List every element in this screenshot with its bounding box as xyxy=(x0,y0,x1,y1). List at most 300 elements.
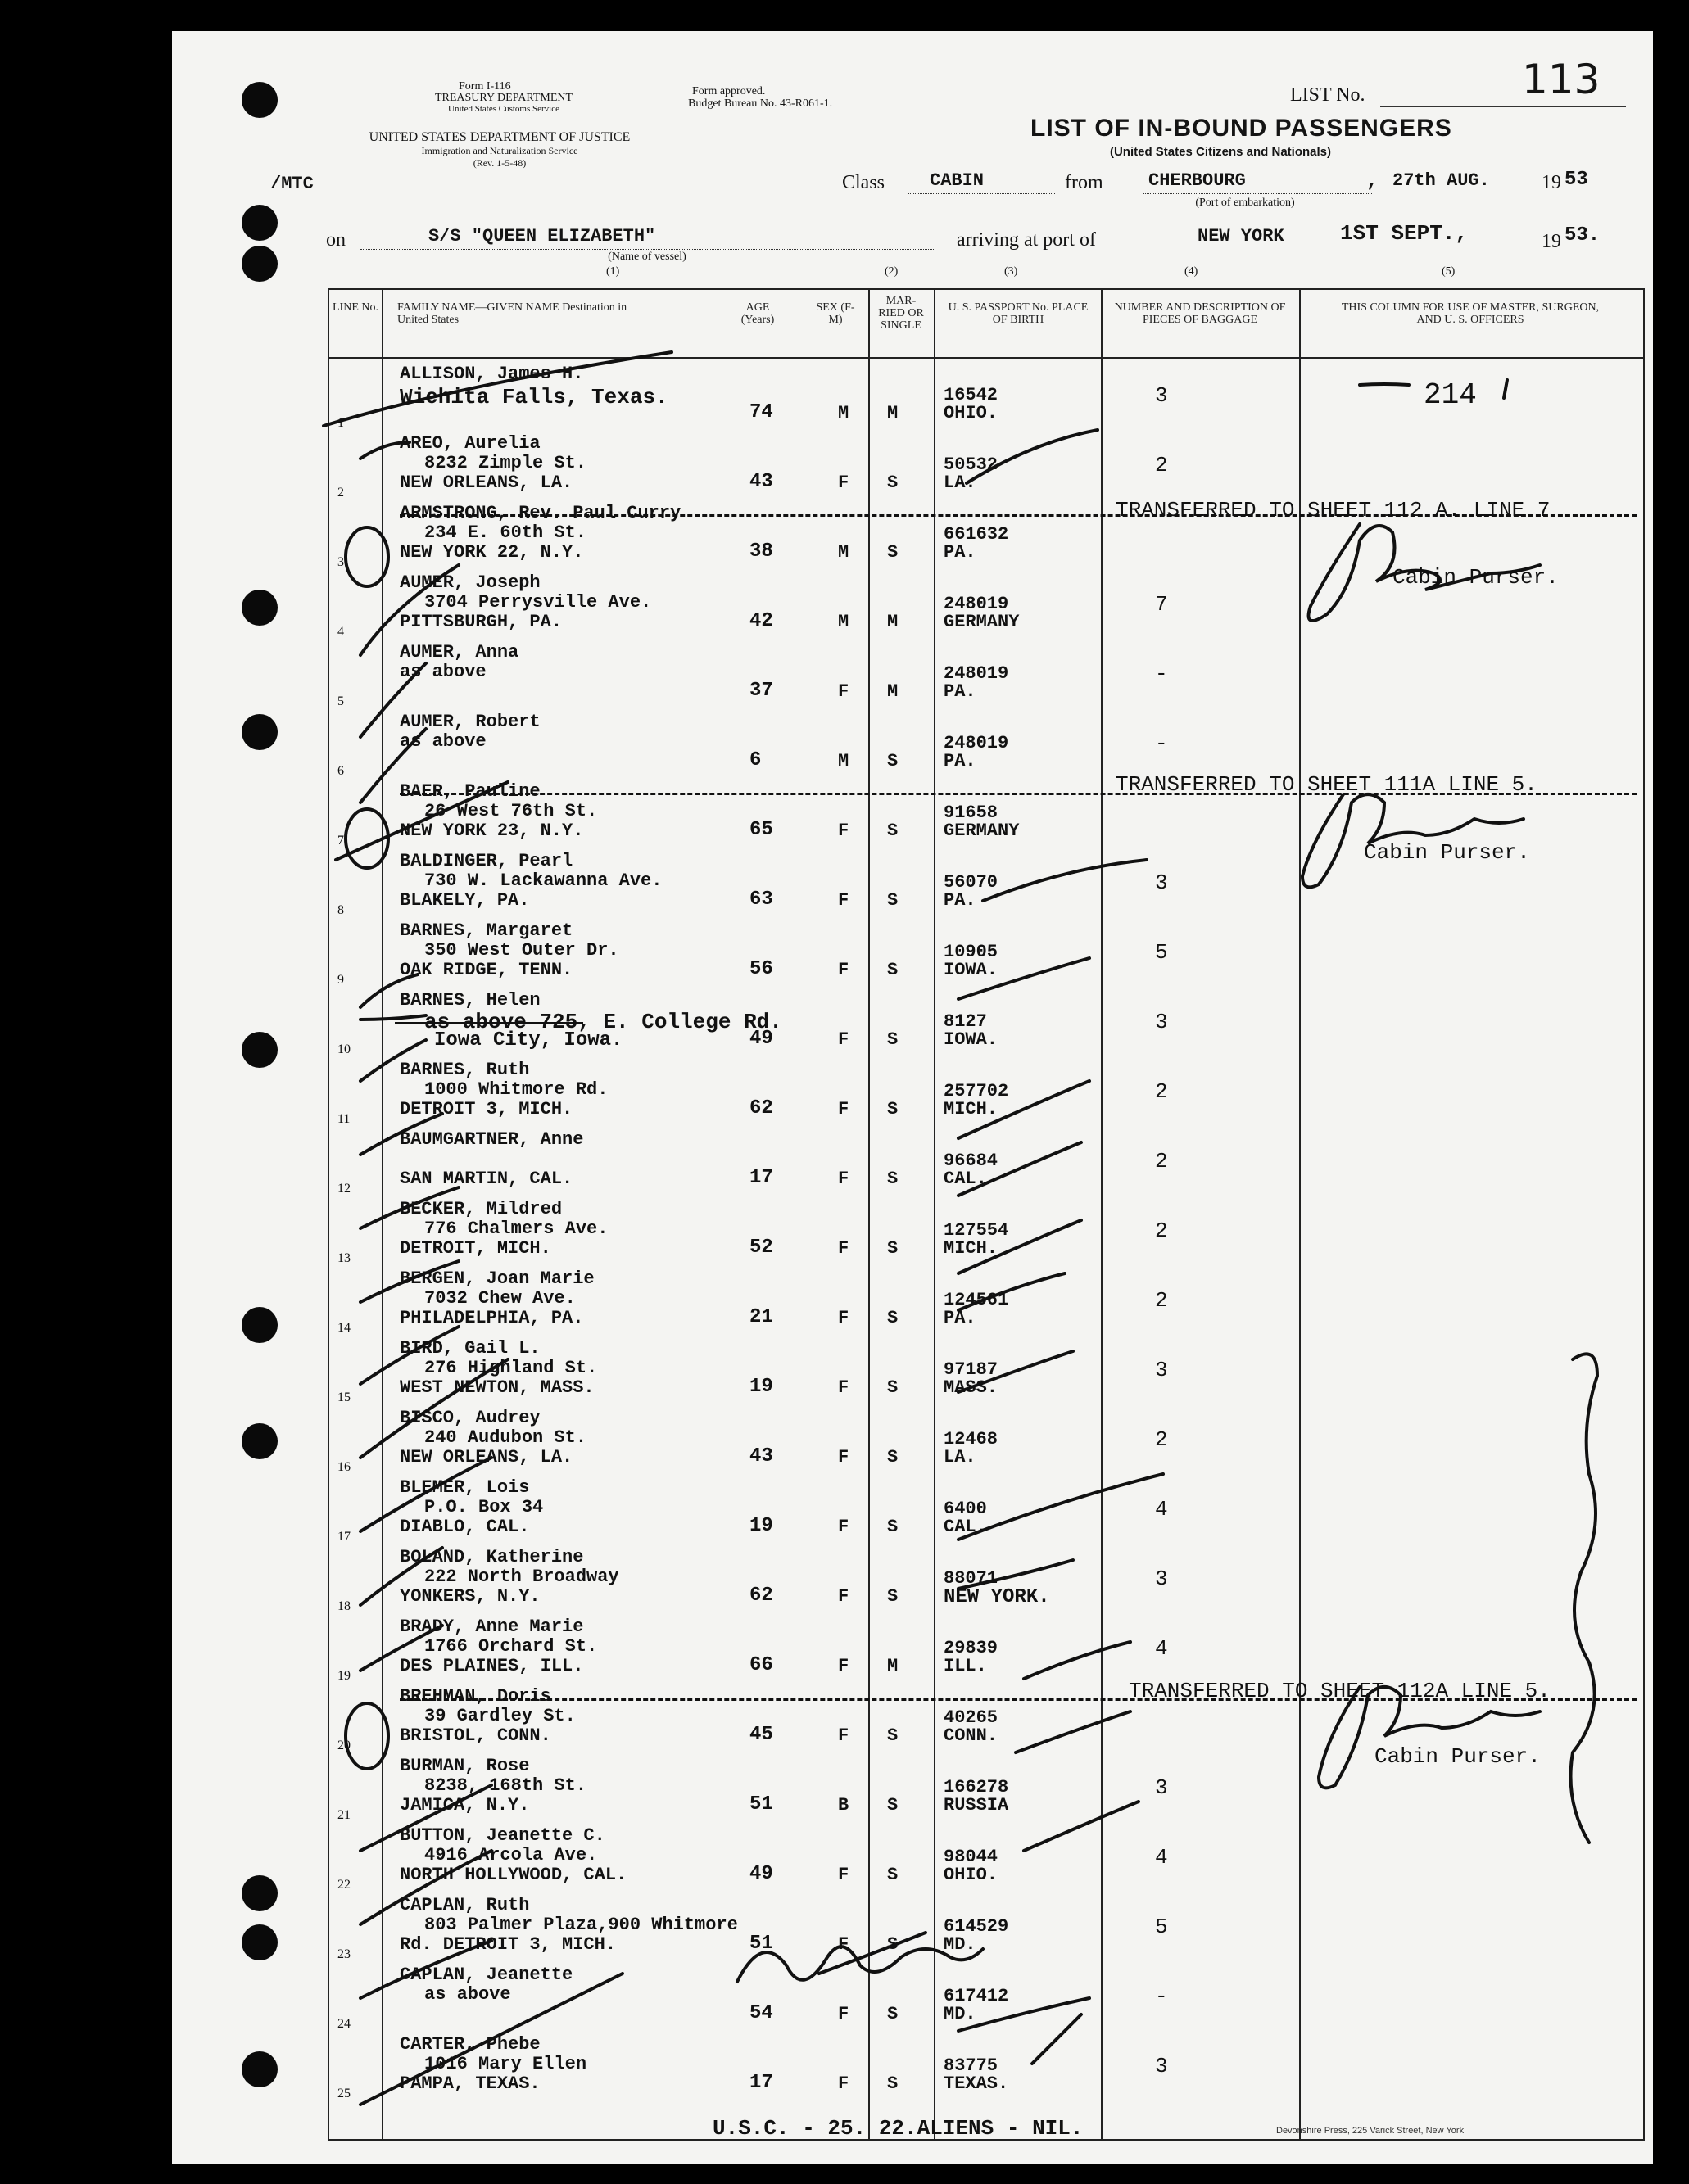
sex: F xyxy=(838,473,849,493)
baggage-count: - xyxy=(1155,662,1168,686)
page-title: LIST OF IN-BOUND PASSENGERS xyxy=(1030,115,1452,142)
sex: F xyxy=(838,681,849,702)
sex: F xyxy=(838,1517,849,1537)
check-mark xyxy=(958,958,1089,999)
passport-number: 166278 xyxy=(944,1777,1009,1797)
marital-status: S xyxy=(887,1238,899,1259)
passenger-name: BECKER, Mildred xyxy=(400,1199,563,1219)
baggage-count: 3 xyxy=(1155,1567,1168,1591)
line-number: 16 xyxy=(337,1460,351,1474)
embark-comma: , xyxy=(1366,170,1379,192)
check-mark xyxy=(1032,2014,1081,2064)
line-number: 22 xyxy=(337,1878,351,1892)
marital-status: S xyxy=(887,2073,899,2094)
baggage-count: 3 xyxy=(1155,2054,1168,2078)
check-mark xyxy=(360,1040,426,1081)
passenger-name: BAUMGARTNER, Anne xyxy=(400,1129,584,1150)
marital-status: S xyxy=(887,1865,899,1885)
line-number: 10 xyxy=(337,1042,351,1056)
line-number: 9 xyxy=(337,973,344,987)
street-address: 350 West Outer Dr. xyxy=(424,940,619,961)
baggage-count: 3 xyxy=(1155,870,1168,895)
line-number: 4 xyxy=(337,625,344,639)
place-of-birth: CAL. xyxy=(944,1517,987,1537)
place-of-birth: MICH. xyxy=(944,1099,998,1119)
destination: DES PLAINES, ILL. xyxy=(400,1656,584,1676)
port-of-arrival: NEW YORK xyxy=(1198,226,1284,246)
budget-bureau: Budget Bureau No. 43-R061-1. xyxy=(688,97,833,110)
col-header-baggage: NUMBER AND DESCRIPTION OF PIECES OF BAGGAGE xyxy=(1114,301,1286,326)
passenger-name: BREHMAN, Doris xyxy=(400,1686,551,1707)
baggage-count: 3 xyxy=(1155,1775,1168,1800)
check-mark xyxy=(360,1327,459,1384)
check-mark xyxy=(360,1359,508,1458)
passport-number: 124561 xyxy=(944,1290,1009,1310)
baggage-count: 2 xyxy=(1155,1427,1168,1452)
check-mark xyxy=(360,974,418,1007)
destination: as above xyxy=(400,662,487,682)
place-of-birth: TEXAS. xyxy=(944,2073,1009,2094)
passport-number: 661632 xyxy=(944,524,1009,545)
justice-department: UNITED STATES DEPARTMENT OF JUSTICE xyxy=(369,130,631,144)
age: 43 xyxy=(749,1445,773,1467)
passport-number: 614529 xyxy=(944,1916,1009,1937)
signature-scribble xyxy=(737,1947,983,1982)
check-mark xyxy=(983,860,1147,901)
passenger-name: BLEMER, Lois xyxy=(400,1477,530,1498)
age: 17 xyxy=(749,1167,773,1189)
transfer-note: TRANSFERRED TO SHEET 112 A. LINE 7 xyxy=(1116,498,1551,522)
port-of-embarkation: CHERBOURG xyxy=(1148,170,1246,191)
place-of-birth: PA. xyxy=(944,1308,976,1328)
street-address: 276 Highland St. xyxy=(424,1358,598,1378)
destination: BLAKELY, PA. xyxy=(400,890,530,911)
place-of-birth: OHIO. xyxy=(944,403,998,423)
purser-title: Cabin Purser. xyxy=(1392,565,1559,590)
destination: as above xyxy=(400,731,487,752)
col-header-age: AGE (Years) xyxy=(740,301,775,326)
customs-signature xyxy=(1571,1354,1598,1843)
street-address: P.O. Box 34 xyxy=(424,1497,544,1517)
sex: B xyxy=(838,1795,849,1815)
passenger-name: CAPLAN, Jeanette xyxy=(400,1965,573,1985)
passport-number: 12468 xyxy=(944,1429,998,1449)
arrival-year-prefix: 19 xyxy=(1542,231,1561,252)
check-mark xyxy=(360,663,426,737)
col-header-officers: THIS COLUMN FOR USE OF MASTER, SURGEON, AND U. S. OFFICERS xyxy=(1341,301,1600,326)
baggage-count: 4 xyxy=(1155,1845,1168,1870)
column-number: (3) xyxy=(1004,265,1018,278)
age: 42 xyxy=(749,610,773,632)
col-header-married: MAR- RIED OR SINGLE xyxy=(878,295,924,332)
age: 51 xyxy=(749,1933,773,1955)
street-address: 1766 Orchard St. xyxy=(424,1636,598,1657)
passport-number: 29839 xyxy=(944,1638,998,1658)
passport-number: 248019 xyxy=(944,663,1009,684)
check-mark xyxy=(360,1548,442,1605)
check-mark xyxy=(958,1273,1065,1310)
class-value: CABIN xyxy=(930,170,985,191)
arrival-year: 53. xyxy=(1564,224,1601,246)
marital-status: S xyxy=(887,1934,899,1955)
embark-year: 53 xyxy=(1564,169,1588,191)
passport-number: 127554 xyxy=(944,1220,1009,1241)
baggage-count: 2 xyxy=(1155,1079,1168,1104)
street-address: 39 Gardley St. xyxy=(424,1706,576,1726)
marital-status: S xyxy=(887,1586,899,1607)
line-number: 7 xyxy=(337,834,344,848)
passenger-name: AREO, Aurelia xyxy=(400,433,541,454)
street-address: 1016 Mary Ellen xyxy=(424,2054,587,2074)
line-number: 20 xyxy=(337,1739,351,1752)
line-circle xyxy=(346,527,388,586)
destination: NEW YORK 23, N.Y. xyxy=(400,821,584,841)
line-number: 6 xyxy=(337,764,344,778)
age: 6 xyxy=(749,749,762,771)
place-of-birth: ILL. xyxy=(944,1656,987,1676)
passport-number: 16542 xyxy=(944,385,998,405)
destination: Iowa City, Iowa. xyxy=(434,1029,623,1051)
place-of-birth: NEW YORK. xyxy=(944,1586,1050,1608)
destination: YONKERS, N.Y. xyxy=(400,1586,541,1607)
place-of-birth: MD. xyxy=(944,1934,976,1955)
check-mark xyxy=(958,1220,1081,1273)
baggage-count: - xyxy=(1155,731,1168,756)
list-number: 113 xyxy=(1522,56,1601,103)
check-mark xyxy=(360,1187,459,1228)
baggage-count: 5 xyxy=(1155,940,1168,965)
check-mark xyxy=(360,565,459,655)
form-approved: Form approved. xyxy=(692,85,766,97)
check-mark xyxy=(958,1474,1163,1540)
passenger-name: BUTTON, Jeanette C. xyxy=(400,1825,605,1846)
street-address: 7032 Chew Ave. xyxy=(424,1288,576,1309)
street-address: 8238, 168th St. xyxy=(424,1775,587,1796)
passport-number: 88071 xyxy=(944,1568,998,1589)
line-number: 2 xyxy=(337,486,344,500)
age: 74 xyxy=(749,401,773,423)
check-mark xyxy=(324,352,672,426)
column-number: (1) xyxy=(606,265,620,278)
baggage-count: 4 xyxy=(1155,1636,1168,1661)
marital-status: S xyxy=(887,1517,899,1537)
sex: F xyxy=(838,1447,849,1467)
street-address: 234 E. 60th St. xyxy=(424,522,587,543)
sex: M xyxy=(838,542,849,563)
baggage-count: 4 xyxy=(1155,1497,1168,1522)
marital-status: S xyxy=(887,1795,899,1815)
marital-status: S xyxy=(887,542,899,563)
treasury-department: TREASURY DEPARTMENT xyxy=(434,92,573,104)
purser-title: Cabin Purser. xyxy=(1374,1744,1541,1769)
passport-number: 98044 xyxy=(944,1847,998,1867)
sex: F xyxy=(838,2073,849,2094)
age: 66 xyxy=(749,1654,773,1676)
line-number: 15 xyxy=(337,1390,351,1404)
place-of-birth: PA. xyxy=(944,890,976,911)
destination: NEW YORK 22, N.Y. xyxy=(400,542,584,563)
passenger-name: BISCO, Audrey xyxy=(400,1408,541,1428)
check-mark xyxy=(967,430,1098,483)
baggage-count: 2 xyxy=(1155,1219,1168,1243)
sex: F xyxy=(838,1865,849,1885)
form-revision: (Rev. 1-5-48) xyxy=(473,157,527,169)
age: 19 xyxy=(749,1376,773,1398)
marital-status: S xyxy=(887,1099,899,1119)
arrival-date: 1ST SEPT., xyxy=(1340,221,1469,246)
street-address: 730 W. Lackawanna Ave. xyxy=(424,870,663,891)
passport-number: 248019 xyxy=(944,733,1009,753)
passport-number: 50532 xyxy=(944,454,998,475)
sex: F xyxy=(838,960,849,980)
check-mark xyxy=(1016,1711,1130,1752)
destination: BRISTOL, CONN. xyxy=(400,1725,551,1746)
street-address: 803 Palmer Plaza,900 Whitmore xyxy=(424,1915,738,1935)
check-mark xyxy=(1360,384,1409,385)
embark-year-prefix: 19 xyxy=(1542,172,1561,193)
passenger-name: BARNES, Helen xyxy=(400,990,541,1011)
check-mark xyxy=(958,1142,1081,1196)
passport-number: 96684 xyxy=(944,1151,998,1171)
street-address: 4916 Arcola Ave. xyxy=(424,1845,598,1865)
embark-date: 27th AUG. xyxy=(1392,170,1490,191)
age: 17 xyxy=(749,2072,773,2094)
footer-summary: U.S.C. - 25. 22.ALIENS - NIL. xyxy=(713,2116,1084,2141)
check-mark xyxy=(1504,380,1507,398)
street-address: 8232 Zimple St. xyxy=(424,453,587,473)
marital-status: M xyxy=(887,403,899,423)
baggage-count: 3 xyxy=(1155,1010,1168,1034)
line-number: 19 xyxy=(337,1669,351,1683)
check-mark xyxy=(360,1974,623,2105)
place-of-birth: CONN. xyxy=(944,1725,998,1746)
baggage-count: 5 xyxy=(1155,1915,1168,1939)
check-mark xyxy=(360,1261,459,1302)
marital-status: M xyxy=(887,1656,899,1676)
place-of-birth: PA. xyxy=(944,751,976,771)
destination: NEW ORLEANS, LA. xyxy=(400,473,573,493)
form-number: Form I-116 xyxy=(459,80,511,93)
sex: F xyxy=(838,1238,849,1259)
marital-status: S xyxy=(887,1169,899,1189)
age: 52 xyxy=(749,1237,773,1259)
vessel-name: S/S "QUEEN ELIZABETH" xyxy=(428,226,656,246)
passport-number: 257702 xyxy=(944,1081,1009,1101)
passport-number: 8127 xyxy=(944,1011,987,1032)
sex: F xyxy=(838,1586,849,1607)
destination: OAK RIDGE, TENN. xyxy=(400,960,573,980)
passenger-name: BARNES, Ruth xyxy=(400,1060,530,1080)
baggage-count: 2 xyxy=(1155,1149,1168,1173)
age: 19 xyxy=(749,1515,773,1537)
marital-status: S xyxy=(887,751,899,771)
printer-imprint: Devonshire Press, 225 Varick Street, New York xyxy=(1276,2126,1465,2136)
passenger-name: CAPLAN, Ruth xyxy=(400,1895,530,1915)
place-of-birth: LA. xyxy=(944,473,976,493)
check-mark xyxy=(1024,1802,1139,1851)
destination: Wichita Falls, Texas. xyxy=(400,385,668,409)
street-address: as above 725, E. College Rd. xyxy=(424,1010,782,1034)
destination: NORTH HOLLYWOOD, CAL. xyxy=(400,1865,627,1885)
purser-signature xyxy=(1302,794,1524,887)
line-number: 12 xyxy=(337,1182,351,1196)
marital-status: S xyxy=(887,1029,899,1050)
sex: F xyxy=(838,1099,849,1119)
street-address: as above xyxy=(424,1984,511,2005)
line-number: 21 xyxy=(337,1808,351,1822)
sex: F xyxy=(838,1377,849,1398)
check-mark xyxy=(360,1941,491,1998)
age: 62 xyxy=(749,1097,773,1119)
sex: F xyxy=(838,1308,849,1328)
passenger-name: AUMER, Anna xyxy=(400,642,519,662)
vessel-caption: (Name of vessel) xyxy=(608,251,686,263)
destination: PAMPA, TEXAS. xyxy=(400,2073,541,2094)
col-header-line: LINE No. xyxy=(333,301,378,314)
passport-number: 6400 xyxy=(944,1499,987,1519)
marital-status: S xyxy=(887,960,899,980)
purser-signature xyxy=(1319,1687,1540,1788)
passenger-name: AUMER, Joseph xyxy=(400,572,541,593)
destination: SAN MARTIN, CAL. xyxy=(400,1169,573,1189)
passenger-name: BARNES, Margaret xyxy=(400,920,573,941)
passenger-name: CARTER, Phebe xyxy=(400,2034,541,2055)
passenger-name: BALDINGER, Pearl xyxy=(400,851,573,871)
destination: WEST NEWTON, MASS. xyxy=(400,1377,595,1398)
age: 63 xyxy=(749,889,773,911)
col-header-passport: U. S. PASSPORT No. PLACE OF BIRTH xyxy=(948,301,1089,326)
age: 21 xyxy=(749,1306,773,1328)
marital-status: S xyxy=(887,890,899,911)
line-number: 17 xyxy=(337,1530,351,1544)
place-of-birth: MASS. xyxy=(944,1377,998,1398)
age: 62 xyxy=(749,1585,773,1607)
place-of-birth: LA. xyxy=(944,1447,976,1467)
passenger-name: ARMSTRONG, Rev. Paul Curry xyxy=(400,503,681,523)
check-mark xyxy=(958,1560,1073,1589)
age: 49 xyxy=(749,1863,773,1885)
age: 65 xyxy=(749,819,773,841)
column-number: (5) xyxy=(1442,265,1456,278)
class-label: Class xyxy=(842,172,885,193)
passport-number: 91658 xyxy=(944,803,998,823)
place-of-birth: RUSSIA xyxy=(944,1795,1009,1815)
transfer-note: TRANSFERRED TO SHEET 112A LINE 5. xyxy=(1129,1679,1551,1703)
page-subtitle: (United States Citizens and Nationals) xyxy=(1109,145,1332,159)
check-mark xyxy=(360,1114,442,1155)
place-of-birth: MD. xyxy=(944,2004,976,2024)
destination: JAMICA, N.Y. xyxy=(400,1795,530,1815)
baggage-count: 3 xyxy=(1155,1358,1168,1382)
customs-service: United States Customs Service xyxy=(448,104,559,114)
marital-status: S xyxy=(887,1447,899,1467)
line-number: 23 xyxy=(337,1947,351,1961)
place-of-birth: GERMANY xyxy=(944,612,1020,632)
line-number: 13 xyxy=(337,1251,351,1265)
baggage-count: 2 xyxy=(1155,453,1168,477)
destination: DIABLO, CAL. xyxy=(400,1517,530,1537)
line-circle xyxy=(346,1703,388,1769)
sex: M xyxy=(838,751,849,771)
age: 49 xyxy=(749,1028,773,1050)
from-label: from xyxy=(1065,172,1103,193)
place-of-birth: IOWA. xyxy=(944,960,998,980)
place-of-birth: IOWA. xyxy=(944,1029,998,1050)
port-of-embarkation-caption: (Port of embarkation) xyxy=(1195,197,1295,209)
age: 38 xyxy=(749,540,773,563)
list-no-label: LIST No. xyxy=(1290,84,1365,106)
street-address: 776 Chalmers Ave. xyxy=(424,1219,609,1239)
passport-number: 97187 xyxy=(944,1359,998,1380)
line-number: 8 xyxy=(337,903,344,917)
sex: M xyxy=(838,403,849,423)
street-address: 3704 Perrysville Ave. xyxy=(424,592,652,613)
baggage-count: 2 xyxy=(1155,1288,1168,1313)
check-mark xyxy=(360,1458,491,1531)
age: 37 xyxy=(749,680,773,702)
marital-status: M xyxy=(887,612,899,632)
sex: F xyxy=(838,1169,849,1189)
sex: F xyxy=(838,1656,849,1676)
col-header-name: FAMILY NAME—GIVEN NAME Destination in United States xyxy=(397,301,627,326)
street-address: 26 West 76th St. xyxy=(424,801,598,821)
line-number: 11 xyxy=(337,1112,351,1126)
check-mark xyxy=(360,729,426,803)
line-number: 25 xyxy=(337,2087,351,2100)
ins-service: Immigration and Naturalization Service xyxy=(421,145,578,156)
marital-status: S xyxy=(887,1725,899,1746)
age: 54 xyxy=(749,2002,773,2024)
place-of-birth: MICH. xyxy=(944,1238,998,1259)
baggage-count: 3 xyxy=(1155,383,1168,408)
marital-status: S xyxy=(887,1377,899,1398)
destination: NEW ORLEANS, LA. xyxy=(400,1447,573,1467)
sex: F xyxy=(838,890,849,911)
marital-status: S xyxy=(887,473,899,493)
transfer-note: TRANSFERRED TO SHEET 111A LINE 5. xyxy=(1116,772,1537,797)
passenger-name: AUMER, Robert xyxy=(400,712,541,732)
passport-number: 83775 xyxy=(944,2055,998,2076)
purser-title: Cabin Purser. xyxy=(1364,840,1530,865)
age: 45 xyxy=(749,1724,773,1746)
sex: F xyxy=(838,1029,849,1050)
sex: F xyxy=(838,1725,849,1746)
marital-status: M xyxy=(887,681,899,702)
street-address: 240 Audubon St. xyxy=(424,1427,587,1448)
line-number: 3 xyxy=(337,555,344,569)
place-of-birth: OHIO. xyxy=(944,1865,998,1885)
passenger-name: BAER, Pauline xyxy=(400,781,541,802)
check-mark xyxy=(958,1351,1073,1392)
place-of-birth: CAL. xyxy=(944,1169,987,1189)
age: 51 xyxy=(749,1793,773,1815)
line-number: 14 xyxy=(337,1321,351,1335)
on-label: on xyxy=(326,229,346,251)
check-mark xyxy=(958,1081,1089,1138)
passport-number: 248019 xyxy=(944,594,1009,614)
passport-number: 617412 xyxy=(944,1986,1009,2006)
destination: DETROIT 3, MICH. xyxy=(400,1099,573,1119)
check-mark xyxy=(360,1851,491,1924)
destination: DETROIT, MICH. xyxy=(400,1238,551,1259)
line-number: 24 xyxy=(337,2017,351,2031)
col-header-sex: SEX (F-M) xyxy=(816,301,855,326)
place-of-birth: PA. xyxy=(944,681,976,702)
sex: F xyxy=(838,821,849,841)
street-address: 222 North Broadway xyxy=(424,1567,619,1587)
destination: Rd. DETROIT 3, MICH. xyxy=(400,1934,617,1955)
baggage-count: 7 xyxy=(1155,592,1168,617)
